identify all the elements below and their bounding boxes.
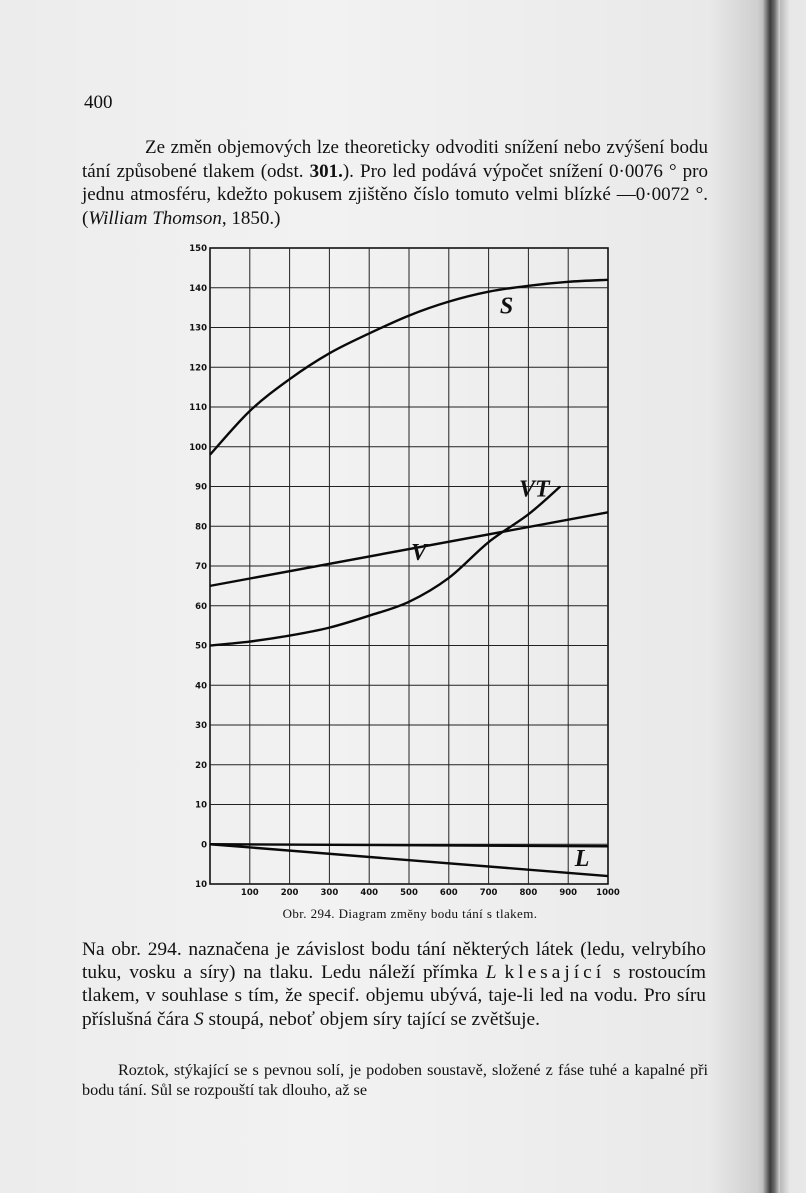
y-tick-label: 20: [195, 760, 207, 771]
y-tick-label: 40: [195, 681, 207, 692]
y-tick-label: 30: [195, 721, 207, 731]
book-spine-shadow: [762, 0, 780, 1193]
x-tick-label: 200: [280, 888, 299, 898]
x-tick-label: 500: [400, 888, 418, 898]
melting-point-diagram: [186, 238, 626, 898]
section-reference: 301.: [309, 160, 343, 182]
y-tick-label: 90: [195, 482, 207, 493]
y-tick-label: 70: [195, 562, 207, 572]
paragraph-intro-text-3: , 1850.): [221, 207, 281, 229]
curve-label-v: V: [410, 540, 427, 567]
y-tick-label: 130: [189, 323, 207, 334]
x-tick-label: 1000: [596, 888, 620, 898]
y-axis-ticks: [189, 244, 207, 890]
x-tick-label: 100: [240, 888, 259, 898]
curve-label-vt: VT: [519, 476, 550, 503]
paragraph-explanation: [82, 938, 706, 1031]
x-tick-label: 700: [479, 888, 498, 898]
y-tick-label: 80: [195, 522, 207, 533]
paragraph-intro-text-1: Ze změn objemových lze theoreticky odvoditi snížení nebo zvýšení bodu tání způsobené tlakem (odst.: [82, 137, 708, 182]
y-tick-label: 50: [195, 641, 207, 652]
paragraph-intro-text-2: ). Pro led podává výpočet snížení 0·0076 ° pro jednu atmosféru, kdežto pokusem zjištěno číslo tomuto velmi blízké —0·0072 °. (: [82, 160, 709, 229]
paragraph-explanation-text-2: s rostoucím tlakem, v souhlase s tím, že specif. objemu ubývá, taje-li led na vodu. Pro síru příslušná čára: [82, 962, 706, 1030]
chart-grid: [210, 248, 608, 884]
curve-labels: [411, 294, 590, 873]
x-axis-ticks: [241, 888, 620, 898]
line-name-s: S: [194, 1008, 204, 1030]
y-tick-label: 150: [189, 244, 207, 254]
y-tick-label: 140: [189, 283, 207, 294]
line-name-l: L: [485, 962, 497, 984]
x-tick-label: 800: [519, 888, 538, 898]
y-tick-label: 100: [189, 442, 207, 453]
x-tick-label: 300: [320, 888, 339, 898]
x-tick-label: 400: [360, 888, 379, 898]
curve-label-s: S: [499, 293, 514, 320]
x-tick-label: 900: [559, 888, 578, 898]
y-tick-label: 0: [201, 840, 207, 851]
author-name: William Thomson: [88, 207, 222, 229]
figure-caption: Obr. 294. Diagram změny bodu tání s tlakem.: [282, 906, 538, 921]
paragraph-explanation-text-1: Na obr. 294. naznačena je závislost bodu tání některých látek (ledu, velrybího tuku, vosku a síry) na tlaku. Ledu náleží přímka: [82, 939, 706, 984]
emphasis-klesajici: klesající: [504, 962, 606, 984]
paragraph-solution: Roztok, stýkající se s pevnou solí, je podoben soustavě, složené z fáse tuhé a kapalné při bodu tání. Sůl se rozpouští tak dlouho, až se: [82, 1061, 708, 1099]
x-tick-label: 600: [439, 888, 458, 898]
paragraph-intro: [82, 136, 708, 230]
page-number: 400: [84, 92, 113, 113]
paragraph-explanation-text-3: stoupá, neboť objem síry tající se zvětšuje.: [203, 1008, 540, 1030]
y-tick-label: 10: [195, 880, 207, 890]
curve-label-l: L: [574, 846, 590, 873]
y-tick-label: 120: [189, 363, 207, 374]
y-tick-label: 110: [189, 403, 207, 413]
y-tick-label: 60: [195, 601, 207, 612]
y-tick-label: 10: [195, 800, 207, 811]
